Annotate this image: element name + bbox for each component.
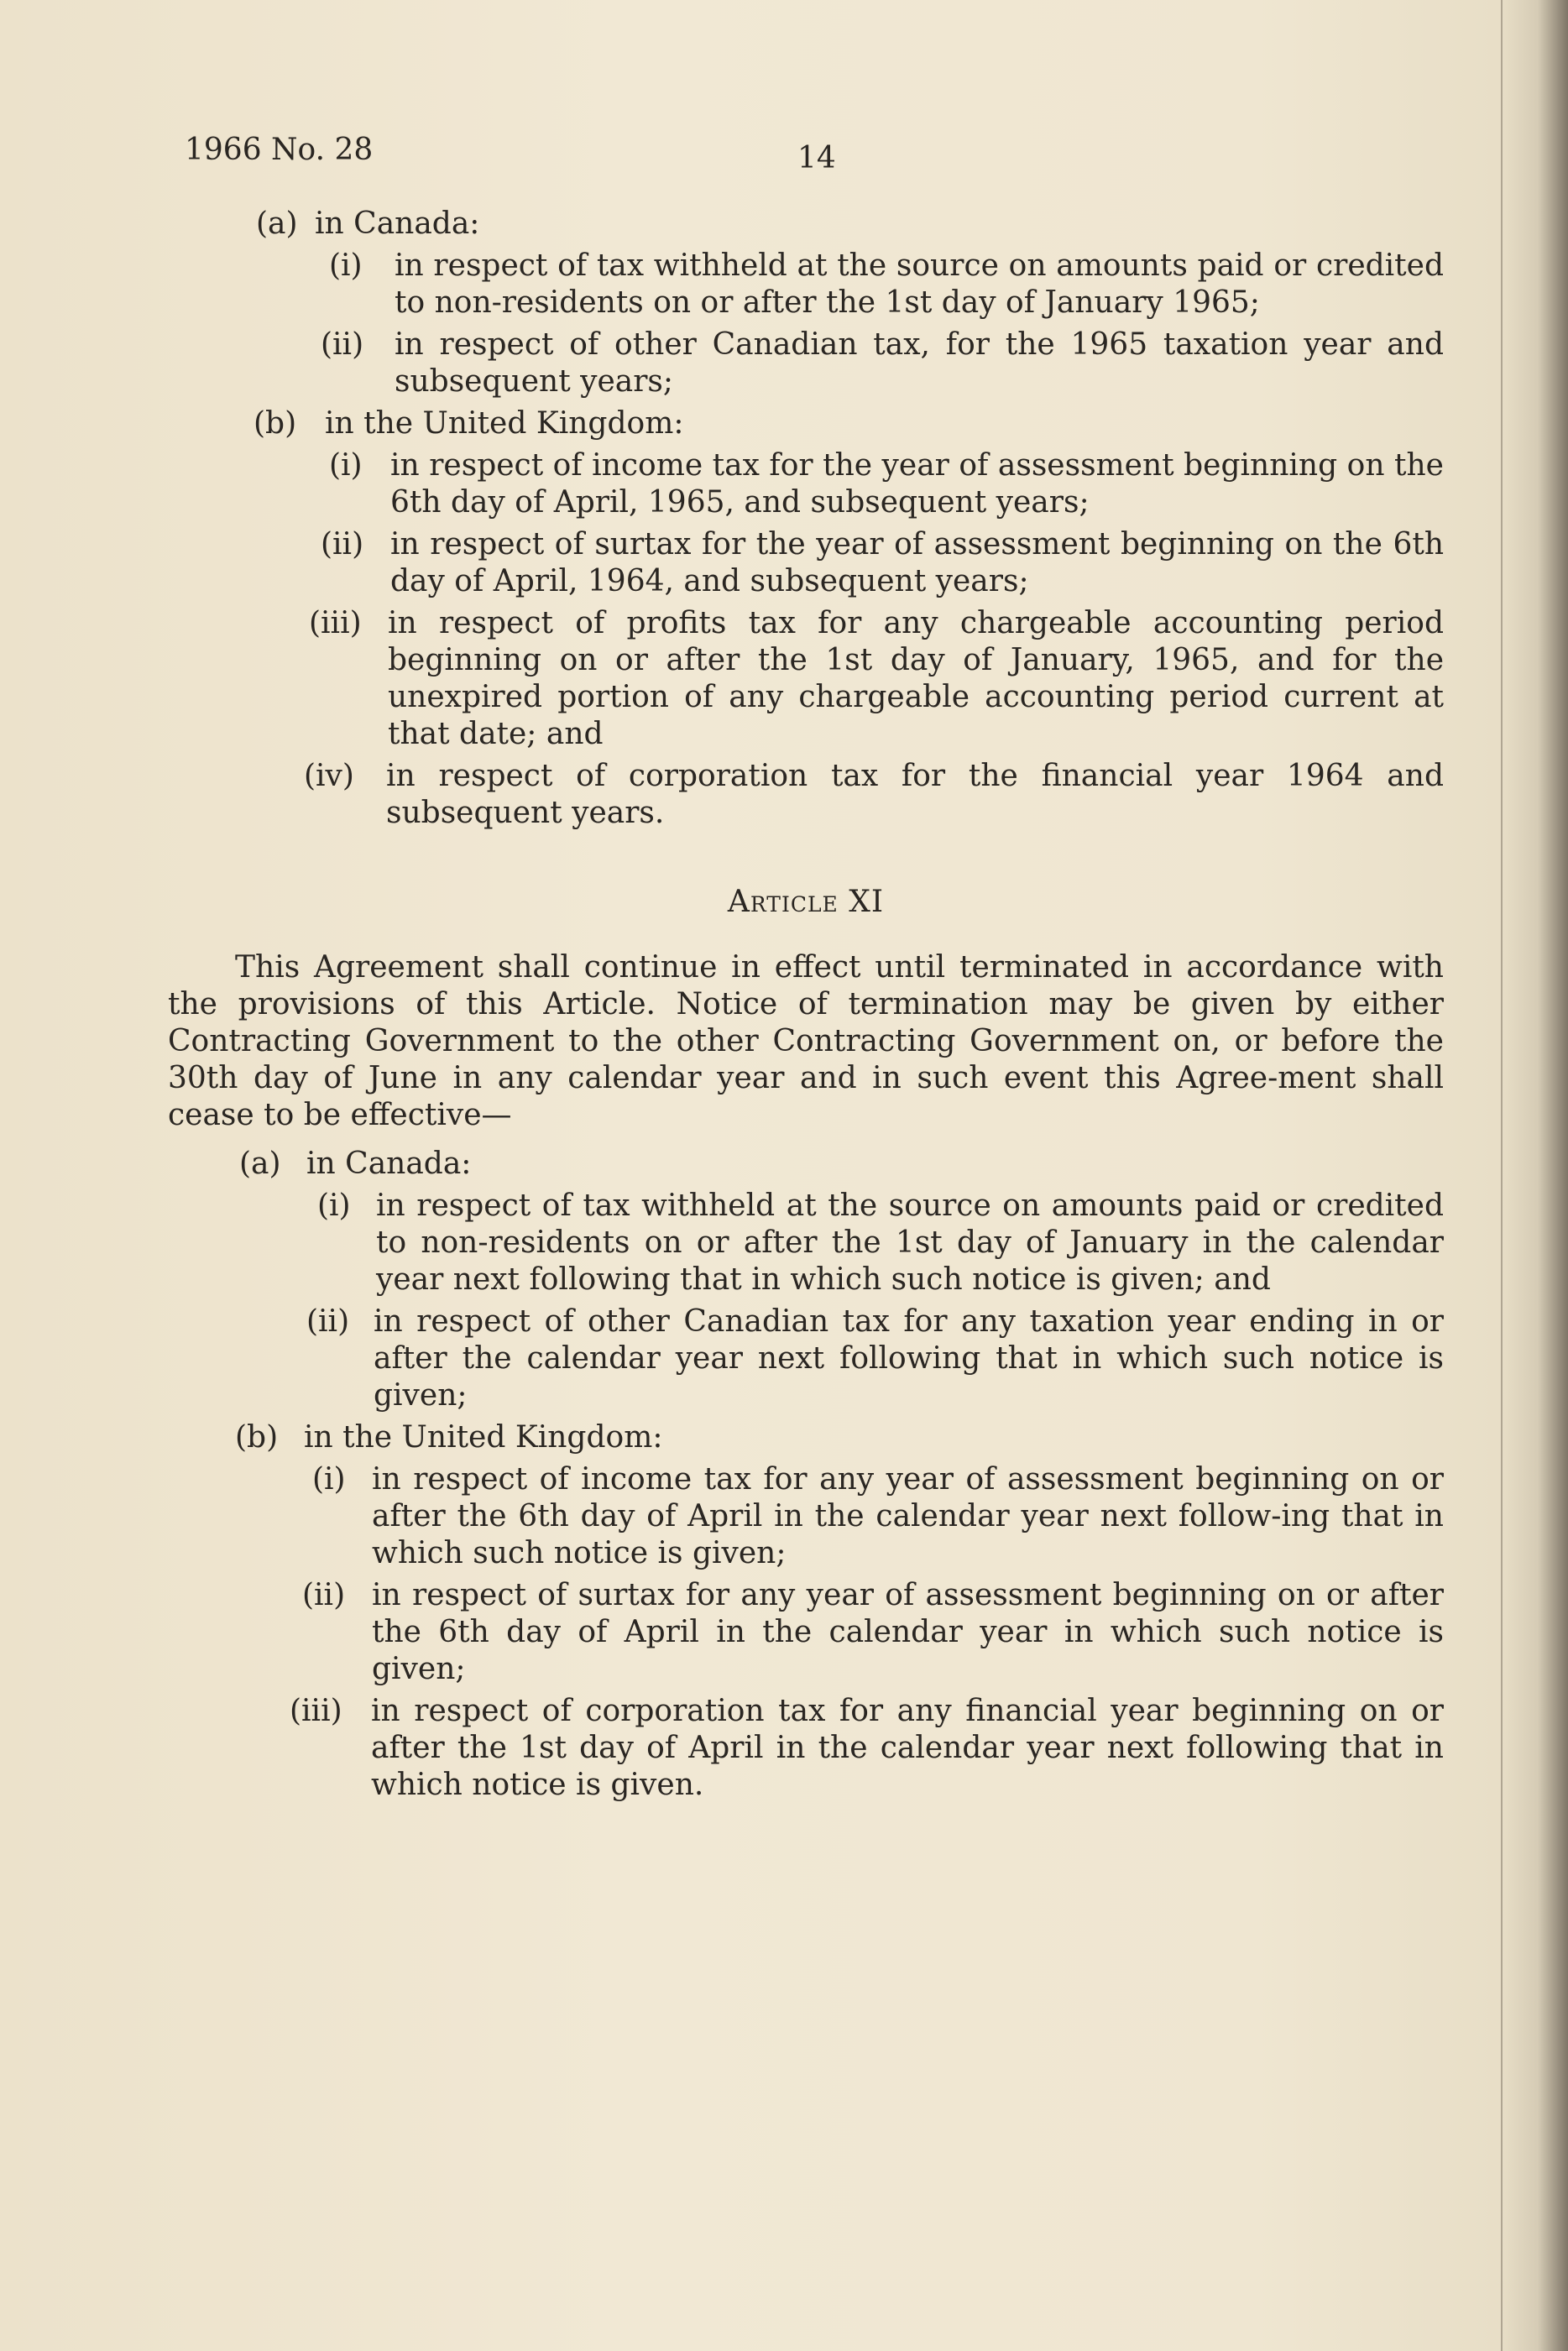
subclause-text: in respect of profits tax for any chargeable accounting period beginning on or after the 1st day of January, 1965, and for the unexpired portion of any chargeable accounting period current at that date; and [388,606,1444,751]
subclause-label: (iii) [309,606,362,640]
article-heading: Article XI [727,885,885,919]
clause-a-canada-2 [168,1146,1444,1183]
subclause-label: (i) [312,1462,346,1497]
subclause-label: (i) [329,448,363,483]
subclause-2-b-ii [168,1577,1444,1688]
subclause-label: (iv) [304,759,354,793]
subclause-label: (i) [329,248,363,283]
subclause-a-i [168,248,1444,321]
subclause-b-iii [168,605,1444,753]
subclause-label: (ii) [306,1304,350,1339]
subclause-text: in respect of other Canadian tax, for the 1965 taxation year and subsequent years; [395,327,1444,399]
clause-text: in the United Kingdom: [304,1420,663,1455]
clause-b-uk-2 [168,1419,1444,1456]
page-number: 14 [797,141,836,175]
article-paragraph: This Agreement shall continue in effect until terminated in accordance with the provisions of this Article. Notice of termination may be given by either Contracting Government to the other Contracting Government on, or before the 30th day of June in any calendar year and in such event this Agree-ment shall cease to be effective— [168,950,1444,1132]
subclause-2-b-i [168,1461,1444,1572]
clause-label: (a) [239,1147,281,1181]
subclause-a-ii [168,327,1444,400]
subclause-text: in respect of other Canadian tax for any taxation year ending in or after the calendar year next following that in which such notice is given; [374,1304,1444,1413]
clause-text: in Canada: [315,206,480,241]
subclause-label: (iii) [290,1694,342,1728]
subclause-label: (ii) [302,1578,346,1612]
subclause-label: (ii) [321,527,364,562]
subclause-2-a-i [168,1188,1444,1298]
subclause-text: in respect of corporation tax for any financial year beginning on or after the 1st day of April in the calendar year next following that in which notice is given. [371,1694,1444,1802]
document-reference: 1966 No. 28 [185,133,374,167]
clause-b-uk [168,405,1444,442]
subclause-b-i [168,447,1444,521]
clause-label: (b) [253,406,297,441]
clause-text: in Canada: [306,1147,472,1181]
clause-text: in the United Kingdom: [325,406,684,441]
subclause-text: in respect of income tax for any year of assessment beginning on or after the 6th day of April in the calendar year next follow-ing that in which such notice is given; [372,1462,1444,1570]
subclause-b-ii [168,526,1444,600]
subclause-label: (ii) [321,327,364,362]
subclause-text: in respect of tax withheld at the source on amounts paid or credited to non-residents on or after the 1st day of January 1965; [395,248,1444,320]
subclause-text: in respect of tax withheld at the source on amounts paid or credited to non-residents on or after the 1st day of January in the calendar year next following that in which such notice is given; and [376,1189,1444,1297]
document-body [168,206,1444,1809]
clause-label: (a) [256,206,298,241]
subclause-2-b-iii [168,1693,1444,1804]
subclause-2-a-ii [168,1303,1444,1414]
subclause-text: in respect of corporation tax for the financial year 1964 and subsequent years. [386,759,1444,830]
page-edge-shadow [1501,0,1568,2351]
subclause-text: in respect of surtax for any year of assessment beginning on or after the 6th day of April in the calendar year in which such notice is given; [372,1578,1444,1686]
subclause-label: (i) [317,1189,351,1223]
page-header [185,133,1444,183]
clause-a-canada [168,206,1444,243]
clause-label: (b) [235,1420,279,1455]
subclause-text: in respect of surtax for the year of assessment beginning on the 6th day of April, 1964, and subsequent years; [390,527,1444,598]
subclause-b-iv [168,758,1444,832]
page-edge-line [1501,0,1503,2351]
subclause-text: in respect of income tax for the year of assessment beginning on the 6th day of April, 1965, and subsequent years; [390,448,1444,520]
